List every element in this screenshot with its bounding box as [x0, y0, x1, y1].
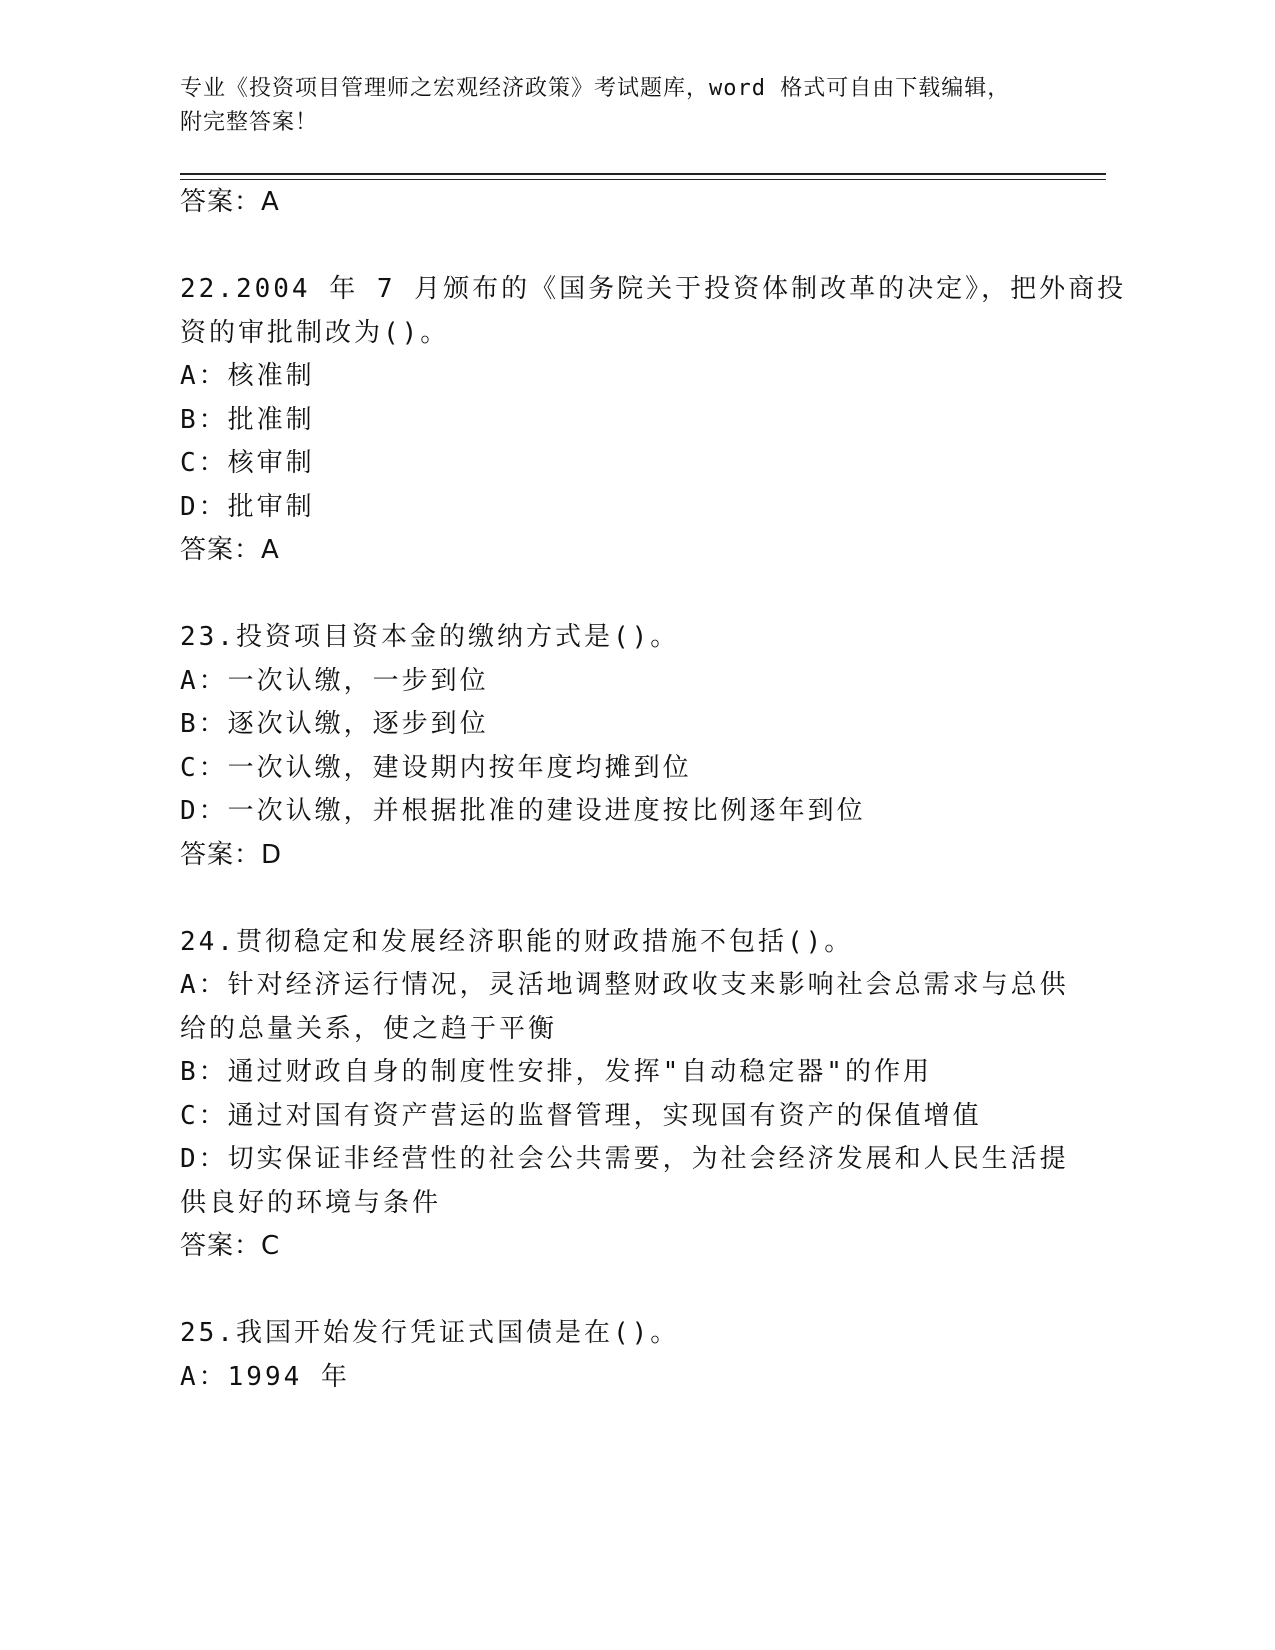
question-22-stem-line-1: 22.2004 年 7 月颁布的《国务院关于投资体制改革的决定》，把外商投: [180, 274, 1127, 304]
question-23-option-d: D：一次认缴，并根据批准的建设进度按比例逐年到位: [180, 796, 866, 826]
question-25-stem: 25.我国开始发行凭证式国债是在()。: [180, 1318, 680, 1348]
header-divider-thin: [180, 179, 1106, 180]
question-24-option-c: C：通过对国有资产营运的监督管理，实现国有资产的保值增值: [180, 1101, 982, 1131]
header-line-1: 专业《投资项目管理师之宏观经济政策》考试题库，word 格式可自由下载编辑，: [180, 76, 1011, 101]
question-24-answer: 答案：C: [180, 1231, 281, 1261]
header-line-2: 附完整答案！: [180, 110, 319, 135]
question-22-answer: 答案：A: [180, 535, 280, 565]
document-header: [180, 72, 1080, 140]
question-24-option-d-line-1: D：切实保证非经营性的社会公共需要，为社会经济发展和人民生活提: [180, 1144, 1069, 1174]
question-25-option-a: A：1994 年: [180, 1362, 350, 1392]
question-23-option-b: B：逐次认缴，逐步到位: [180, 709, 489, 739]
question-22-option-a: A：核准制: [180, 361, 315, 391]
question-22-option-b: B：批准制: [180, 405, 315, 435]
question-24-option-a-line-2: 给的总量关系，使之趋于平衡: [180, 1014, 558, 1044]
question-22-option-d: D：批审制: [180, 492, 315, 522]
question-22-option-c: C：核审制: [180, 448, 315, 478]
question-24-option-b: B：通过财政自身的制度性安排，发挥"自动稳定器"的作用: [180, 1057, 932, 1087]
question-22-stem-line-2: 资的审批制改为()。: [180, 318, 450, 348]
question-23-answer: 答案：D: [180, 840, 283, 870]
question-24-stem: 24.贯彻稳定和发展经济职能的财政措施不包括()。: [180, 927, 854, 957]
question-24-option-d-line-2: 供良好的环境与条件: [180, 1188, 442, 1218]
question-23-stem: 23.投资项目资本金的缴纳方式是()。: [180, 622, 680, 652]
question-24-option-a-line-1: A：针对经济运行情况，灵活地调整财政收支来影响社会总需求与总供: [180, 970, 1069, 1000]
previous-answer: 答案：A: [180, 187, 280, 217]
question-23-option-c: C：一次认缴，建设期内按年度均摊到位: [180, 753, 692, 783]
header-divider-thick: [180, 173, 1106, 175]
question-23-option-a: A：一次认缴，一步到位: [180, 666, 489, 696]
